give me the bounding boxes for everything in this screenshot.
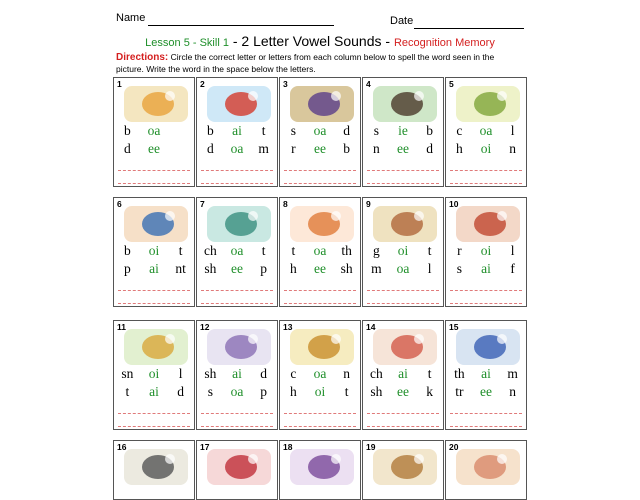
- consonant-choice[interactable]: h: [289, 261, 297, 276]
- answer-write-line[interactable]: [201, 413, 273, 414]
- answer-write-line[interactable]: [450, 290, 522, 291]
- consonant-choice[interactable]: m: [371, 261, 382, 276]
- consonant-choice[interactable]: l: [510, 123, 515, 138]
- consonant-choice[interactable]: m: [258, 141, 269, 156]
- title-subtitle: Recognition Memory: [393, 37, 495, 49]
- consonant-choice[interactable]: n: [509, 384, 517, 399]
- exercise-grid: [113, 77, 527, 497]
- cell-number: 4: [366, 79, 371, 89]
- consonant-choice[interactable]: b: [426, 123, 434, 138]
- vowel-choice[interactable]: oa: [479, 123, 493, 138]
- consonant-choice[interactable]: n: [509, 141, 517, 156]
- consonant-choice[interactable]: th: [454, 366, 465, 381]
- cell-number: 3: [283, 79, 288, 89]
- vowel-choice[interactable]: oi: [480, 243, 492, 258]
- consonant-choice[interactable]: d: [123, 141, 131, 156]
- vowel-choice[interactable]: ee: [147, 141, 160, 156]
- directions-text: Circle the correct letter or letters from each column below to spell the word seen in the picture. Write the word in the space below the letters.: [116, 52, 495, 74]
- coiled-rope-icon: [450, 80, 524, 124]
- letter-choice-row: [114, 261, 194, 277]
- vowel-choice[interactable]: ee: [396, 141, 409, 156]
- vowel-choice[interactable]: oi: [148, 243, 160, 258]
- answer-write-line[interactable]: [118, 170, 190, 171]
- vowel-choice[interactable]: oa: [396, 261, 410, 276]
- consonant-choice[interactable]: tr: [455, 384, 464, 399]
- vowel-choice[interactable]: oa: [230, 141, 244, 156]
- vowel-choice[interactable]: ee: [313, 141, 326, 156]
- answer-write-line[interactable]: [284, 183, 356, 184]
- cell-number: 7: [200, 199, 205, 209]
- consonant-choice[interactable]: d: [260, 366, 268, 381]
- tooth-face-icon: [284, 200, 358, 244]
- date-label: Date: [390, 15, 414, 27]
- consonant-choice[interactable]: b: [343, 141, 351, 156]
- title-separator: -: [228, 33, 242, 49]
- exercise-cell: [362, 320, 444, 430]
- answer-write-line[interactable]: [118, 426, 190, 427]
- consonant-choice[interactable]: d: [343, 123, 351, 138]
- answer-write-line[interactable]: [284, 413, 356, 414]
- exercise-cell: [445, 320, 527, 430]
- vowel-choice[interactable]: ee: [230, 261, 243, 276]
- consonant-choice[interactable]: r: [457, 243, 462, 258]
- consonant-choice[interactable]: t: [344, 384, 349, 399]
- letter-choice-row: [197, 261, 277, 277]
- shadow-boy-icon: [201, 323, 275, 367]
- vowel-choice[interactable]: oa: [230, 384, 244, 399]
- consonant-choice[interactable]: h: [455, 141, 463, 156]
- cell-number: 20: [449, 442, 459, 452]
- consonant-choice[interactable]: c: [290, 366, 297, 381]
- letter-choice-row: [363, 384, 443, 400]
- vowel-choice[interactable]: ai: [232, 123, 242, 138]
- exercise-cell: [279, 197, 361, 307]
- consonant-choice[interactable]: c: [456, 123, 463, 138]
- train-icon: [450, 323, 524, 367]
- answer-write-line[interactable]: [118, 303, 190, 304]
- consonant-choice[interactable]: [171, 123, 191, 139]
- exercise-cell: [362, 440, 444, 500]
- cell-number: 1: [117, 79, 122, 89]
- consonant-choice[interactable]: b: [123, 243, 131, 258]
- answer-write-line[interactable]: [367, 303, 439, 304]
- consonant-choice[interactable]: l: [427, 261, 432, 276]
- letter-choice-row: [280, 384, 360, 400]
- answer-write-line[interactable]: [118, 183, 190, 184]
- answer-write-line[interactable]: [284, 170, 356, 171]
- consonant-choice[interactable]: sh: [204, 366, 217, 381]
- cell-number: 15: [449, 322, 459, 332]
- answer-write-line[interactable]: [284, 426, 356, 427]
- letter-choice-row: [446, 261, 526, 277]
- letter-choice-row: [446, 243, 526, 259]
- consonant-choice[interactable]: n: [372, 141, 380, 156]
- lesson-label: Lesson 5 - Skill 1: [145, 37, 229, 49]
- cheek-face-icon: [367, 323, 441, 367]
- vowel-choice[interactable]: oi: [397, 243, 409, 258]
- consonant-choice[interactable]: b: [123, 123, 131, 138]
- vowel-choice[interactable]: ai: [481, 366, 491, 381]
- consonant-choice[interactable]: g: [372, 243, 380, 258]
- boy-pointing-icon: [118, 200, 192, 244]
- consonant-choice[interactable]: s: [290, 123, 296, 138]
- vowel-choice[interactable]: oa: [147, 123, 161, 138]
- name-write-line[interactable]: [148, 25, 334, 26]
- exercise-cell: [113, 197, 195, 307]
- consonant-choice[interactable]: [171, 141, 191, 157]
- consonant-choice[interactable]: b: [206, 123, 214, 138]
- exercise-cell: [196, 320, 278, 430]
- exercise-cell: [196, 77, 278, 187]
- answer-write-line[interactable]: [118, 290, 190, 291]
- letter-choice-row: [114, 384, 194, 400]
- answer-write-line[interactable]: [450, 183, 522, 184]
- vowel-choice[interactable]: ai: [481, 261, 491, 276]
- cell-number: 9: [366, 199, 371, 209]
- exercise-cell: [279, 320, 361, 430]
- letter-choice-row: [363, 243, 443, 259]
- name-label: Name: [116, 12, 146, 24]
- snail-icon: [118, 323, 192, 367]
- vowel-choice[interactable]: ai: [398, 366, 408, 381]
- answer-write-line[interactable]: [450, 170, 522, 171]
- exercise-cell: [196, 440, 278, 500]
- exercise-cell: [279, 440, 361, 500]
- consonant-choice[interactable]: th: [341, 243, 352, 258]
- consonant-choice[interactable]: nt: [175, 261, 186, 276]
- letter-choice-row: [197, 384, 277, 400]
- cell-number: 10: [449, 199, 459, 209]
- consonant-choice[interactable]: r: [291, 141, 296, 156]
- cell-number: 8: [283, 199, 288, 209]
- consonant-choice[interactable]: s: [456, 261, 462, 276]
- letter-choice-row: [114, 141, 194, 157]
- vowel-choice[interactable]: oa: [313, 243, 327, 258]
- digging-seed-icon: [367, 80, 441, 124]
- consonant-choice[interactable]: t: [125, 384, 130, 399]
- consonant-choice[interactable]: f: [510, 261, 515, 276]
- consonant-choice[interactable]: t: [178, 243, 183, 258]
- cell-number: 17: [200, 442, 210, 452]
- cell-number: 18: [283, 442, 293, 452]
- consonant-choice[interactable]: l: [510, 243, 515, 258]
- consonant-choice[interactable]: p: [260, 261, 268, 276]
- consonant-choice[interactable]: m: [507, 366, 518, 381]
- exercise-cell: [113, 320, 195, 430]
- consonant-choice[interactable]: t: [427, 243, 432, 258]
- answer-write-line[interactable]: [284, 290, 356, 291]
- consonant-choice[interactable]: p: [123, 261, 131, 276]
- name-date-header: [0, 8, 640, 30]
- road-icon: [284, 80, 358, 124]
- consonant-choice[interactable]: p: [260, 384, 268, 399]
- vowel-choice[interactable]: oa: [230, 243, 244, 258]
- consonant-choice[interactable]: ch: [203, 243, 217, 258]
- consonant-choice[interactable]: sh: [340, 261, 353, 276]
- answer-write-line[interactable]: [367, 413, 439, 414]
- person-icon: [201, 443, 275, 487]
- bicycle-icon: [118, 443, 192, 487]
- letter-choice-row: [363, 366, 443, 382]
- letter-choice-row: [114, 243, 194, 259]
- vowel-choice[interactable]: oa: [313, 366, 327, 381]
- letter-choice-row: [446, 366, 526, 382]
- vowel-choice[interactable]: ai: [149, 261, 159, 276]
- directions: [116, 52, 512, 74]
- exercise-cell: [445, 77, 527, 187]
- answer-write-line[interactable]: [201, 426, 273, 427]
- answer-write-line[interactable]: [201, 290, 273, 291]
- letter-choice-row: [363, 141, 443, 157]
- consonant-choice[interactable]: n: [343, 366, 351, 381]
- consonant-choice[interactable]: t: [261, 123, 266, 138]
- letter-choice-row: [363, 123, 443, 139]
- bee-icon: [118, 80, 192, 124]
- cell-number: 13: [283, 322, 293, 332]
- title-main: 2 Letter Vowel Sounds: [241, 33, 382, 49]
- sailboat-icon: [201, 80, 275, 124]
- castle-icon: [367, 443, 441, 487]
- cell-number: 19: [366, 442, 376, 452]
- pig-icon: [450, 443, 524, 487]
- exercise-cell: [196, 197, 278, 307]
- cell-number: 11: [117, 322, 126, 332]
- letter-choice-row: [446, 123, 526, 139]
- vowel-choice[interactable]: oi: [480, 141, 492, 156]
- goat-standing-icon: [367, 200, 441, 244]
- vowel-choice[interactable]: ai: [149, 384, 159, 399]
- answer-write-line[interactable]: [450, 413, 522, 414]
- vowel-choice[interactable]: oi: [314, 384, 326, 399]
- answer-write-line[interactable]: [367, 426, 439, 427]
- cell-number: 16: [117, 442, 127, 452]
- vowel-choice[interactable]: ee: [313, 261, 326, 276]
- consonant-choice[interactable]: s: [373, 123, 379, 138]
- letter-choice-row: [114, 123, 194, 139]
- letter-choice-row: [446, 384, 526, 400]
- consonant-choice[interactable]: k: [426, 384, 434, 399]
- vowel-choice[interactable]: ee: [396, 384, 409, 399]
- letter-choice-row: [446, 141, 526, 157]
- date-write-line[interactable]: [414, 28, 524, 29]
- vowel-choice[interactable]: ie: [398, 123, 408, 138]
- exercise-cell: [362, 77, 444, 187]
- vowel-choice[interactable]: oa: [313, 123, 327, 138]
- cell-number: 14: [366, 322, 376, 332]
- answer-write-line[interactable]: [367, 170, 439, 171]
- letter-choice-row: [197, 141, 277, 157]
- answer-write-line[interactable]: [367, 183, 439, 184]
- answer-write-line[interactable]: [201, 170, 273, 171]
- consonant-choice[interactable]: t: [291, 243, 296, 258]
- title-separator: -: [381, 33, 394, 49]
- answer-write-line[interactable]: [284, 303, 356, 304]
- exercise-cell: [113, 77, 195, 187]
- soil-icon: [450, 200, 524, 244]
- answer-write-line[interactable]: [450, 426, 522, 427]
- consonant-choice[interactable]: sh: [204, 261, 217, 276]
- cell-number: 5: [449, 79, 454, 89]
- consonant-choice[interactable]: l: [178, 366, 183, 381]
- worksheet-title: [0, 33, 640, 51]
- cell-number: 2: [200, 79, 205, 89]
- exercise-cell: [445, 197, 527, 307]
- letter-choice-row: [114, 366, 194, 382]
- exercise-cell: [113, 440, 195, 500]
- letter-choice-row: [197, 123, 277, 139]
- consonant-choice[interactable]: t: [261, 243, 266, 258]
- letter-choice-row: [280, 141, 360, 157]
- answer-write-line[interactable]: [201, 183, 273, 184]
- letter-choice-row: [363, 261, 443, 277]
- letter-choice-row: [197, 366, 277, 382]
- consonant-choice[interactable]: d: [426, 141, 434, 156]
- consonant-choice[interactable]: ch: [369, 366, 383, 381]
- letter-choice-row: [197, 243, 277, 259]
- exercise-cell: [445, 440, 527, 500]
- letter-choice-row: [280, 123, 360, 139]
- answer-write-line[interactable]: [367, 290, 439, 291]
- letter-choice-row: [280, 261, 360, 277]
- consonant-choice[interactable]: h: [289, 384, 297, 399]
- cell-number: 12: [200, 322, 210, 332]
- vowel-choice[interactable]: ee: [479, 384, 492, 399]
- consonant-choice[interactable]: sh: [370, 384, 383, 399]
- exercise-cell: [362, 197, 444, 307]
- directions-label: Directions:: [116, 52, 169, 63]
- consonant-choice[interactable]: s: [207, 384, 213, 399]
- cell-number: 6: [117, 199, 122, 209]
- goat-icon: [201, 200, 275, 244]
- letter-choice-row: [280, 243, 360, 259]
- coin-icon: [284, 323, 358, 367]
- consonant-choice[interactable]: sn: [121, 366, 134, 381]
- answer-write-line[interactable]: [201, 303, 273, 304]
- consonant-choice[interactable]: d: [177, 384, 185, 399]
- letter-choice-row: [280, 366, 360, 382]
- answer-write-line[interactable]: [450, 303, 522, 304]
- answer-write-line[interactable]: [118, 413, 190, 414]
- consonant-choice[interactable]: d: [206, 141, 214, 156]
- lady-icon: [284, 443, 358, 487]
- exercise-cell: [279, 77, 361, 187]
- vowel-choice[interactable]: oi: [148, 366, 160, 381]
- vowel-choice[interactable]: ai: [232, 366, 242, 381]
- consonant-choice[interactable]: t: [427, 366, 432, 381]
